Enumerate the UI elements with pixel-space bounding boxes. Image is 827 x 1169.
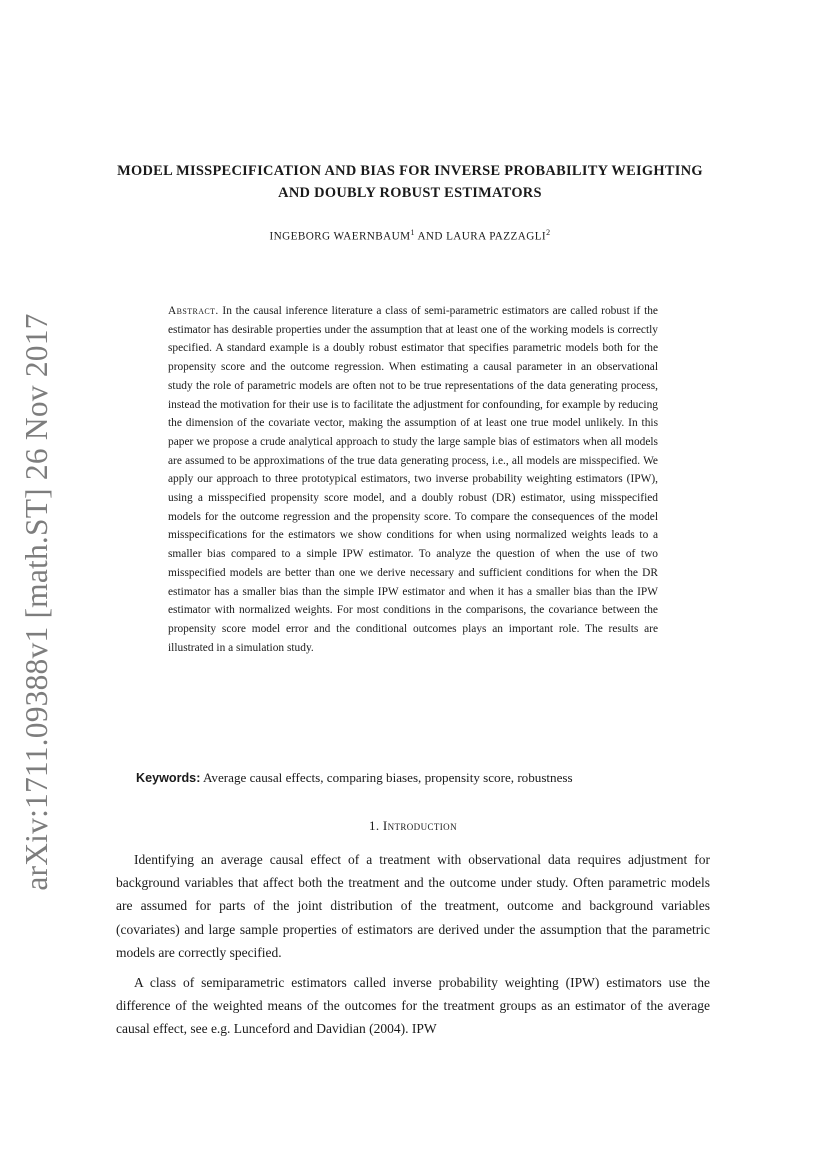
author-line <box>110 228 710 243</box>
keywords-label: Keywords: <box>136 771 201 785</box>
paragraph: A class of semiparametric estimators called inverse probability weighting (IPW) estimators use the difference of the weighted means of the outcomes for the treatment groups as an estimator of the average causal effect, see e.g. Lunceford and Davidian (2004). IPW <box>116 975 710 1037</box>
affiliation-mark: 1 <box>410 228 415 237</box>
section-number: 1. <box>369 818 380 833</box>
abstract <box>168 302 658 657</box>
section-heading <box>113 818 713 834</box>
keywords <box>136 770 696 786</box>
author-name: INGEBORG WAERNBAUM <box>269 230 411 243</box>
body-text <box>116 848 710 1041</box>
affiliation-mark: 2 <box>546 228 551 237</box>
abstract-heading: Abstract. <box>168 305 219 317</box>
arxiv-stamp-text: arXiv:1711.09388v1 [math.ST] 26 Nov 2017 <box>19 313 54 891</box>
keywords-text: Average causal effects, comparing biases, propensity score, robustness <box>202 770 573 785</box>
author-connector: AND <box>414 230 447 243</box>
paper-title: MODEL MISSPECIFICATION AND BIAS FOR INVERSE PROBABILITY WEIGHTING AND DOUBLY ROBUST ESTIMATORS <box>117 163 703 201</box>
abstract-text: In the causal inference literature a class of semi-parametric estimators are called robust if the estimator has desirable properties under the assumption that at least one of the working models is correctly specified. A standard example is a doubly robust estimator that specifies parametric models both for the propensity score and the outcome regression. When estimating a causal parameter in an observational study the role of parametric models are often not to be true representations of the data generating process, instead the motivation for their use is to facilitate the adjustment for confounding, for example by reducing the dimension of the covariate vector, making the assumption of at least one true model unlikely. In this paper we propose a crude analytical approach to study the large sample bias of estimators when all models are assumed to be approximations of the true data generating process, i.e., all models are misspecified. We apply our approach to three prototypical estimators, two inverse probability weighting estimators (IPW), using a misspecified propensity score model, and a doubly robust (DR) estimator, using misspecified models for the outcome regression and the propensity score. To compare the consequences of the model misspecifications for the estimators we show conditions for when using normalized weights leads to a smaller bias compared to a simple IPW estimator. To analyze the question of when the use of two misspecified models are better than one we derive necessary and sufficient conditions for when the DR estimator has a smaller bias than the simple IPW estimator and when it has a smaller bias than the IPW estimator with normalized weights. For most conditions in the comparisons, the covariance between the propensity score model error and the conditional outcomes plays an important role. The results are illustrated in a simulation study. <box>168 305 658 654</box>
section-title: Introduction <box>382 818 457 833</box>
paragraph: Identifying an average causal effect of a treatment with observational data requires adjustment for background variables that affect both the treatment and the outcome under study. Often parametric models are assumed for parts of the joint distribution of the treatment, outcome and background variables (covariates) and large sample properties of estimators are derived under the assumption that the parametric models are correctly specified. <box>116 852 710 960</box>
author-name: LAURA PAZZAGLI <box>446 230 547 243</box>
arxiv-stamp <box>18 313 56 891</box>
